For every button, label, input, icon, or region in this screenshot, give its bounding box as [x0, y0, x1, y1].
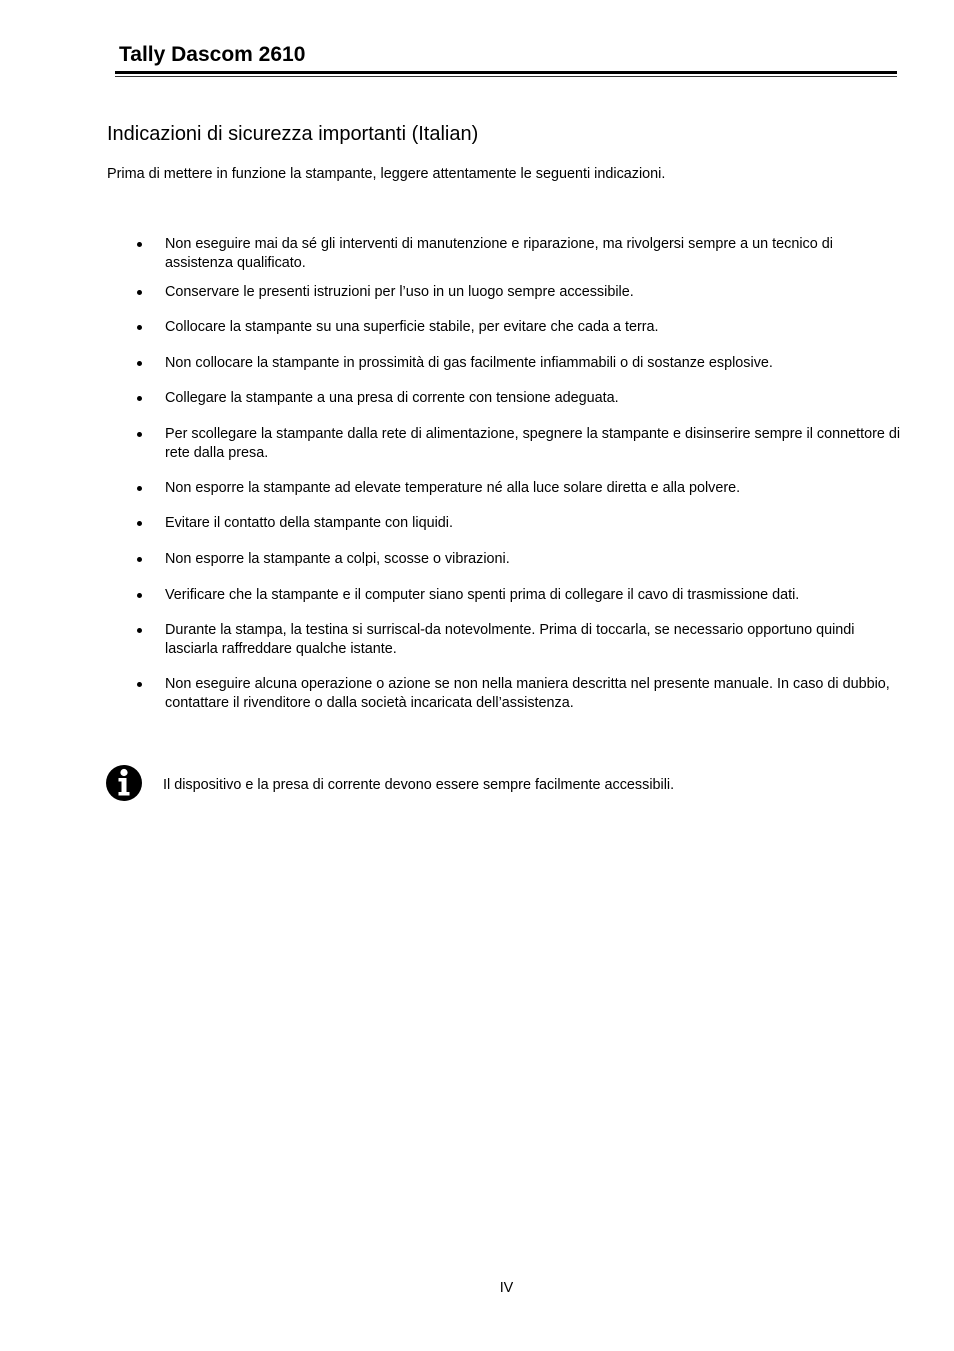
- list-item-text: Collegare la stampante a una presa di corrente con tensione adeguata.: [165, 390, 619, 406]
- list-item-text: Collocare la stampante su una superficie stabile, per evitare che cada a terra.: [165, 319, 659, 335]
- list-item-text: Per scollegare la stampante dalla rete di alimentazione, spegnere la stampante e disinserire sempre il connettore di rete dalla presa.: [165, 426, 901, 461]
- intro-paragraph: Prima di mettere in funzione la stampante, leggere attentamente le seguenti indicazioni.: [107, 166, 666, 182]
- bullet-icon: [137, 486, 142, 491]
- bullet-icon: [137, 361, 142, 366]
- list-item-text: Evitare il contatto della stampante con liquidi.: [165, 515, 453, 531]
- page-number: IV: [499, 1280, 514, 1296]
- list-item-text: Verificare che la stampante e il computer siano spenti prima di collegare il cavo di trasmissione dati.: [165, 587, 800, 603]
- bullet-icon: [137, 242, 142, 247]
- list-item-text: Non collocare la stampante in prossimità di gas facilmente infiammabili o di sostanze esplosive.: [165, 355, 773, 371]
- header-rule-thick: [115, 71, 897, 74]
- bullet-icon: [137, 628, 142, 633]
- list-item-text: Non eseguire mai da sé gli interventi di manutenzione e riparazione, ma rivolgersi sempre a un tecnico di assistenza qualificato.: [165, 236, 833, 271]
- list-item-text: Non esporre la stampante a colpi, scosse o vibrazioni.: [165, 551, 510, 567]
- document-header-title: Tally Dascom 2610: [119, 43, 306, 66]
- bullet-icon: [137, 396, 142, 401]
- bullet-icon: [137, 593, 142, 598]
- bullet-icon: [137, 432, 142, 437]
- list-item-text: Conservare le presenti istruzioni per l’uso in un luogo sempre accessibile.: [165, 284, 634, 300]
- info-icon: [105, 764, 143, 802]
- header-rule-thin: [115, 76, 897, 77]
- bullet-icon: [137, 521, 142, 526]
- bullet-icon: [137, 290, 142, 295]
- bullet-icon: [137, 557, 142, 562]
- list-item-text: Non esporre la stampante ad elevate temperature né alla luce solare diretta e alla polvere.: [165, 480, 741, 496]
- section-heading: Indicazioni di sicurezza importanti (Italian): [107, 123, 479, 145]
- note-text: Il dispositivo e la presa di corrente devono essere sempre facilmente accessibili.: [163, 777, 675, 793]
- bullet-icon: [137, 325, 142, 330]
- list-item-text: Durante la stampa, la testina si surriscal-da notevolmente. Prima di toccarla, se necessario opportuno quindi lasciarla raffreddare qualche istante.: [165, 622, 855, 657]
- list-item-text: Non eseguire alcuna operazione o azione se non nella maniera descritta nel presente manuale. In caso di dubbio, contattare il rivenditore o dalla società incaricata dell’assistenza.: [165, 676, 890, 711]
- bullet-icon: [137, 682, 142, 687]
